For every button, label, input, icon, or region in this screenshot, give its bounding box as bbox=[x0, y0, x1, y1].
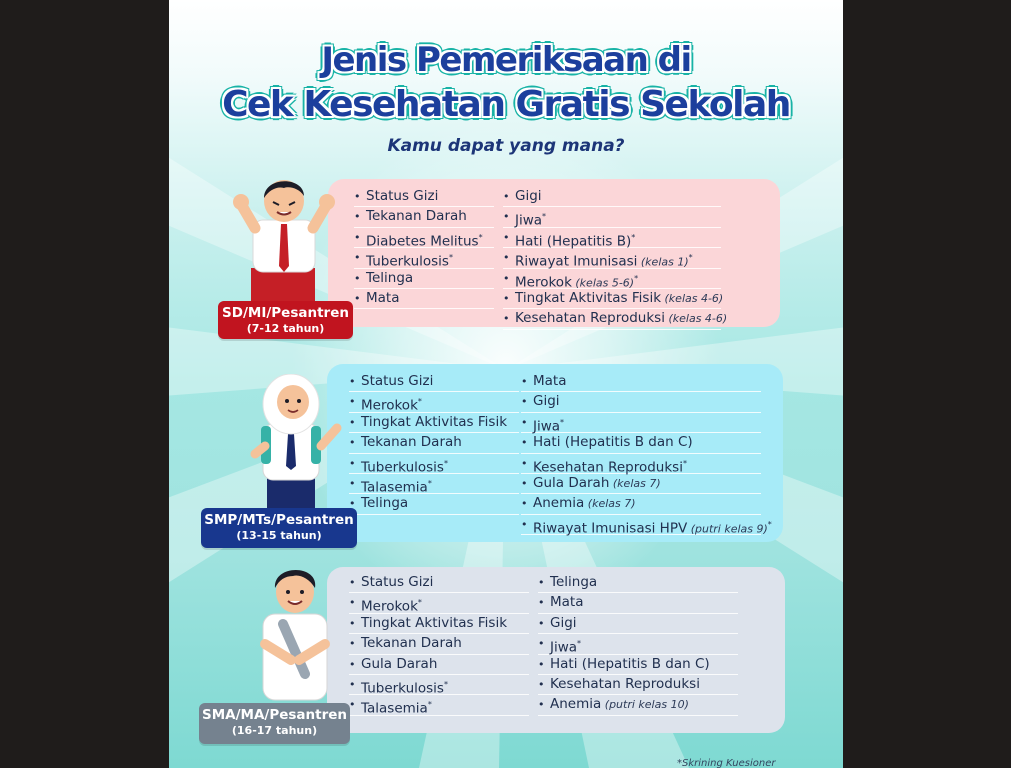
exam-item bbox=[349, 494, 519, 514]
questionnaire-mark: * bbox=[427, 700, 432, 710]
exam-item bbox=[354, 187, 494, 207]
exam-item-text: Telinga bbox=[550, 574, 598, 590]
smp-age-label: (13-15 tahun) bbox=[236, 529, 322, 542]
exam-item bbox=[349, 634, 529, 654]
questionnaire-mark: * bbox=[631, 232, 636, 242]
exam-item bbox=[538, 593, 738, 613]
exam-item-text: Tingkat Aktivitas Fisik bbox=[361, 614, 508, 631]
exam-item bbox=[349, 454, 519, 474]
exam-item bbox=[503, 269, 721, 289]
exam-item-text: Mata bbox=[550, 594, 584, 611]
questionnaire-mark: * bbox=[448, 253, 453, 263]
subtitle: Kamu dapat yang mana? bbox=[387, 136, 625, 156]
sma-age-label: (16-17 tahun) bbox=[231, 724, 318, 737]
exam-item bbox=[538, 573, 738, 593]
exam-item bbox=[354, 289, 494, 309]
exam-item-note: (kelas 7) bbox=[584, 497, 636, 511]
exam-item-text: Telinga bbox=[366, 269, 414, 286]
questionnaire-mark: * bbox=[560, 417, 565, 427]
sd-student-illustration bbox=[231, 176, 339, 306]
title-line-1: Jenis Pemeriksaan di bbox=[321, 40, 691, 80]
sd-level-badge bbox=[218, 301, 353, 339]
exam-item-text: Talasemia bbox=[361, 700, 428, 717]
questionnaire-mark: * bbox=[417, 397, 422, 407]
smp-left-list bbox=[349, 372, 519, 515]
exam-item-text: Mata bbox=[366, 289, 400, 306]
exam-item-text: Hati (Hepatitis B dan C) bbox=[533, 434, 693, 451]
exam-item bbox=[354, 228, 494, 248]
exam-item-text: Tuberkulosis bbox=[366, 253, 449, 270]
exam-item bbox=[538, 655, 738, 675]
sma-right-list bbox=[538, 573, 738, 716]
questionnaire-mark: * bbox=[427, 478, 432, 488]
questionnaire-mark: * bbox=[577, 639, 582, 649]
exam-item bbox=[521, 433, 761, 453]
exam-item-text: Anemia bbox=[533, 495, 585, 512]
questionnaire-mark: * bbox=[634, 273, 639, 283]
exam-item-text: Status Gizi bbox=[361, 373, 434, 389]
exam-item-note: (putri kelas 9) bbox=[687, 522, 768, 536]
exam-item bbox=[349, 573, 529, 593]
questionnaire-mark: * bbox=[542, 212, 547, 222]
exam-item bbox=[521, 474, 761, 494]
exam-item-text: Tekanan Darah bbox=[366, 208, 467, 225]
exam-item-text: Status Gizi bbox=[366, 188, 439, 204]
exam-item-text: Merokok bbox=[361, 598, 418, 615]
exam-item-text: Jiwa bbox=[515, 212, 543, 229]
exam-item bbox=[349, 474, 519, 494]
exam-item-text: Kesehatan Reproduksi bbox=[550, 675, 700, 692]
exam-item bbox=[349, 433, 519, 453]
exam-item-text: Telinga bbox=[361, 495, 409, 512]
exam-item-note: (kelas 7) bbox=[609, 476, 661, 490]
exam-item-text: Kesehatan Reproduksi bbox=[515, 310, 665, 327]
exam-item bbox=[521, 413, 761, 433]
questionnaire-mark: * bbox=[682, 458, 687, 468]
exam-item bbox=[521, 494, 761, 514]
panel-smp bbox=[327, 364, 783, 542]
exam-item bbox=[354, 207, 494, 227]
exam-item-text: Anemia bbox=[550, 696, 602, 713]
exam-item bbox=[349, 392, 519, 412]
exam-item-text: Gula Darah bbox=[361, 655, 438, 672]
exam-item bbox=[503, 228, 721, 248]
sd-level-label: SD/MI/Pesantren bbox=[222, 305, 349, 321]
sd-left-list bbox=[354, 187, 494, 309]
exam-item bbox=[503, 207, 721, 227]
exam-item-text: Kesehatan Reproduksi bbox=[533, 459, 683, 476]
exam-item bbox=[521, 515, 772, 537]
sma-student-illustration bbox=[243, 564, 343, 704]
exam-item-text: Tingkat Aktivitas Fisik bbox=[361, 413, 508, 430]
footnote: *Skrining Kuesioner bbox=[677, 758, 776, 768]
exam-item-text: Hati (Hepatitis B) bbox=[515, 233, 632, 250]
sma-level-label: SMA/MA/Pesantren bbox=[201, 707, 348, 723]
exam-item-text: Merokok bbox=[515, 274, 572, 291]
exam-item bbox=[503, 289, 724, 309]
smp-right-list bbox=[521, 372, 772, 537]
exam-item bbox=[521, 454, 761, 474]
exam-item-text: Talasemia bbox=[361, 479, 428, 496]
exam-item bbox=[503, 309, 728, 329]
exam-item bbox=[538, 614, 738, 634]
exam-item bbox=[349, 372, 519, 392]
exam-item-text: Riwayat Imunisasi HPV bbox=[533, 520, 688, 537]
exam-item-text: Riwayat Imunisasi bbox=[515, 253, 638, 270]
exam-item-text: Gigi bbox=[515, 188, 542, 204]
questionnaire-mark: * bbox=[443, 679, 448, 689]
smp-student-illustration bbox=[241, 374, 347, 514]
exam-item-text: Mata bbox=[533, 373, 567, 389]
smp-level-badge bbox=[201, 508, 357, 548]
sma-level-badge bbox=[199, 703, 350, 744]
exam-item bbox=[538, 695, 738, 715]
exam-item-text: Hati (Hepatitis B dan C) bbox=[550, 655, 710, 672]
exam-item-text: Gigi bbox=[533, 393, 560, 410]
exam-item-text: Tekanan Darah bbox=[361, 635, 462, 652]
exam-item-note: (putri kelas 10) bbox=[601, 698, 689, 712]
exam-item bbox=[503, 248, 721, 268]
questionnaire-mark: * bbox=[443, 458, 448, 468]
exam-item-text: Jiwa bbox=[550, 639, 578, 656]
exam-item-text: Status Gizi bbox=[361, 574, 434, 590]
exam-item-text: Gigi bbox=[550, 614, 577, 631]
exam-item bbox=[538, 675, 738, 695]
exam-item-text: Diabetes Melitus bbox=[366, 233, 479, 250]
exam-item bbox=[349, 675, 529, 695]
exam-item bbox=[354, 269, 494, 289]
sma-left-list bbox=[349, 573, 529, 716]
exam-item-note: (kelas 4-6) bbox=[664, 312, 728, 326]
exam-item-note: (kelas 5-6) bbox=[571, 276, 635, 290]
exam-item-text: Tingkat Aktivitas Fisik bbox=[515, 289, 662, 306]
questionnaire-mark: * bbox=[767, 519, 772, 529]
exam-item bbox=[349, 695, 529, 715]
panel-sd bbox=[328, 179, 780, 327]
infographic-poster bbox=[169, 0, 843, 768]
exam-item bbox=[521, 392, 761, 412]
exam-item-note: (kelas 1) bbox=[637, 255, 689, 269]
exam-item-note: (kelas 4-6) bbox=[661, 291, 724, 305]
questionnaire-mark: * bbox=[688, 253, 693, 263]
panel-sma bbox=[327, 567, 785, 733]
exam-item bbox=[349, 413, 519, 433]
exam-item-text: Tuberkulosis bbox=[361, 680, 444, 697]
sd-age-label: (7-12 tahun) bbox=[246, 322, 325, 335]
smp-level-label: SMP/MTs/Pesantren bbox=[204, 512, 354, 528]
questionnaire-mark: * bbox=[478, 232, 483, 242]
questionnaire-mark: * bbox=[417, 598, 422, 608]
exam-item bbox=[349, 593, 529, 613]
title-line-2: Cek Kesehatan Gratis Sekolah bbox=[222, 84, 790, 125]
exam-item bbox=[349, 655, 529, 675]
exam-item-text: Tekanan Darah bbox=[361, 434, 462, 451]
exam-item bbox=[538, 634, 738, 654]
exam-item bbox=[521, 372, 761, 392]
exam-item-text: Tuberkulosis bbox=[361, 459, 444, 476]
exam-item bbox=[354, 248, 494, 268]
exam-item bbox=[349, 614, 529, 634]
exam-item bbox=[503, 187, 721, 207]
exam-item-text: Gula Darah bbox=[533, 474, 610, 491]
exam-item-text: Jiwa bbox=[533, 418, 561, 435]
sd-right-list bbox=[503, 187, 728, 330]
exam-item-text: Merokok bbox=[361, 397, 418, 414]
